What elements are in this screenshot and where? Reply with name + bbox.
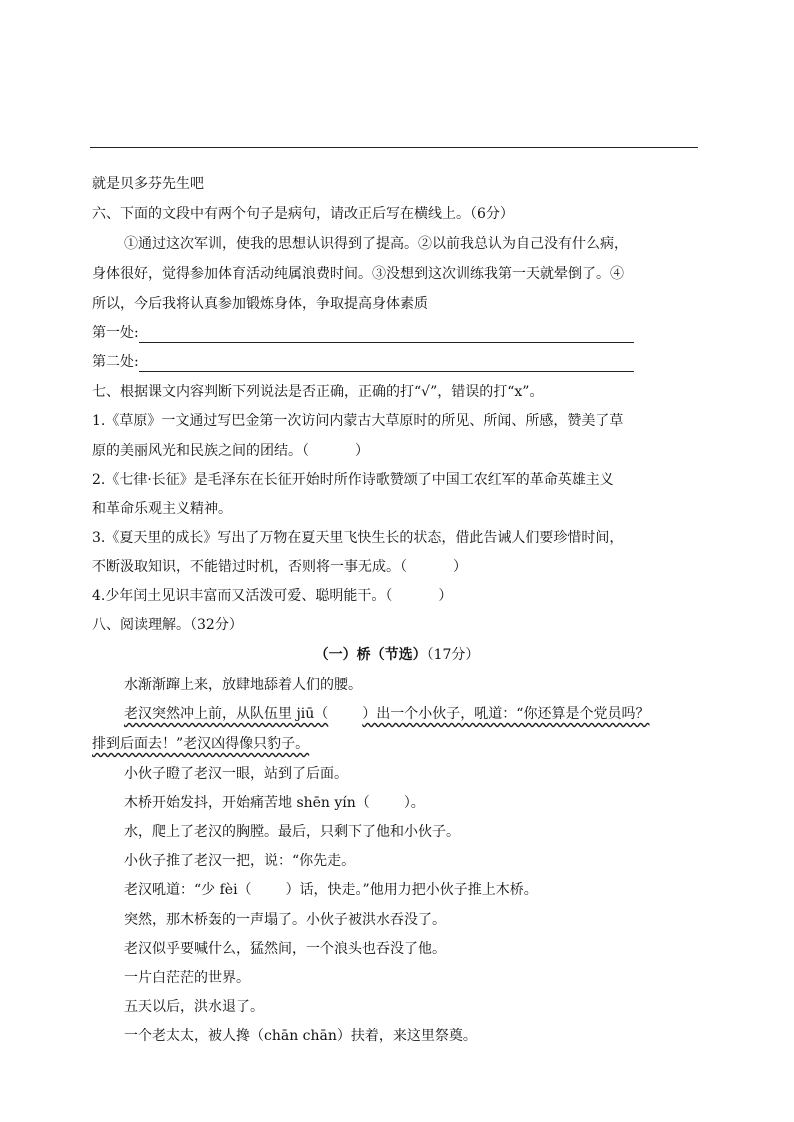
text-segment: 老汉吼道：“少 fèi（: [124, 882, 252, 898]
text-line: 就是贝多芬先生吧: [92, 176, 204, 192]
section-8-title: 八、阅读理解。（32分）: [92, 617, 243, 633]
paren-close: ）: [453, 559, 467, 575]
subsection-title: [0, 645, 794, 665]
header-rule: [90, 147, 698, 148]
question-4-text: 4.少年闰土见识丰富而又活泼可爱、聪明能干。（: [92, 588, 393, 604]
answer-blank-first[interactable]: [139, 328, 634, 343]
answer-row-first: [92, 323, 634, 343]
pinyin-line: [124, 793, 425, 813]
text-segment: ）话，快走。”他用力把小伙子推上木桥。: [285, 882, 538, 898]
answer-blank-second[interactable]: [139, 357, 634, 372]
text-line: 3.《夏天里的成长》写出了万物在夏天里飞快生长的状态，借此告诫人们要珍惜时间，: [92, 530, 624, 546]
paren-close: ）: [438, 588, 453, 604]
text-line: 所以，今后我将认真参加锻炼身体，争取提高身体素质: [92, 296, 428, 312]
text-line: 和革命乐观主义精神。: [92, 501, 232, 517]
section-7-title: 七、根据课文内容判断下列说法是否正确，正确的打“√”，错误的打“x”。: [92, 384, 544, 400]
text-line: 老汉似乎要喊什么，猛然间，一个浪头也吞没了他。: [124, 941, 446, 957]
text-line: 2.《七律·长征》是毛泽东在长征开始时所作诗歌赞颂了中国工农红军的革命英雄主义: [92, 472, 614, 488]
answer-label-first: 第一处:: [92, 325, 139, 341]
paren-close: ）: [355, 443, 369, 459]
pinyin-line: [124, 880, 538, 900]
text-line: 1.《草原》一文通过写巴金第一次访问内蒙古大草原时的所见、所闻、所感，赞美了草: [92, 413, 624, 429]
text-line: 水渐渐蹿上来，放肆地舔着人们的腰。: [124, 677, 362, 693]
text-line: 突然，那木桥轰的一声塌了。小伙子被洪水吞没了。: [124, 912, 446, 928]
question-4-line: [92, 586, 452, 606]
text-line: ①通过这次军训，使我的思想认识得到了提高。②以前我总认为自己没有什么病，: [124, 236, 628, 252]
text-line: 五天以后，洪水退了。: [124, 999, 264, 1015]
text-line: 一片白茫茫的世界。: [124, 970, 250, 986]
wavy-underlined-line: [124, 704, 649, 724]
text-segment: 老汉突然冲上前，从队伍里 jiū（: [124, 706, 329, 722]
text-line: 小伙子推了老汉一把，说：“你先走。: [124, 853, 356, 869]
section-6-title: 六、下面的文段中有两个句子是病句，请改正后写在横线上。（6分）: [92, 206, 514, 222]
text-segment: ）出一个小伙子，吼道：“你还算是个党员吗？: [362, 706, 650, 722]
question-1-line: [92, 441, 369, 461]
question-3-line: [92, 557, 467, 577]
subsection-heading: （一）桥（节选）: [314, 647, 427, 663]
text-line: 身体很好，觉得参加体育活动纯属浪费时间。③没想到这次训练我第一天就晕倒了。④: [92, 266, 624, 282]
text-segment: 木桥开始发抖，开始痛苦地 shēn yín（: [124, 795, 370, 811]
subsection-score: （17分）: [426, 647, 480, 663]
text-line: 一个老太太，被人搀（chān chān）扶着，来这里祭奠。: [124, 1028, 477, 1044]
question-1-text: 原的美丽风光和民族之间的团结。（: [92, 443, 309, 459]
text-segment: ）。: [403, 795, 425, 811]
answer-row-second: [92, 352, 634, 372]
text-line: 水，爬上了老汉的胸膛。最后，只剩下了他和小伙子。: [124, 824, 460, 840]
answer-label-second: 第二处:: [92, 354, 139, 370]
text-line: 小伙子瞪了老汉一眼，站到了后面。: [124, 766, 348, 782]
question-3-text: 不断汲取知识，不能错过时机，否则将一事无成。（: [92, 559, 407, 575]
wavy-underlined-line: 排到后面去！”老汉凶得像只豹子。: [92, 736, 310, 752]
